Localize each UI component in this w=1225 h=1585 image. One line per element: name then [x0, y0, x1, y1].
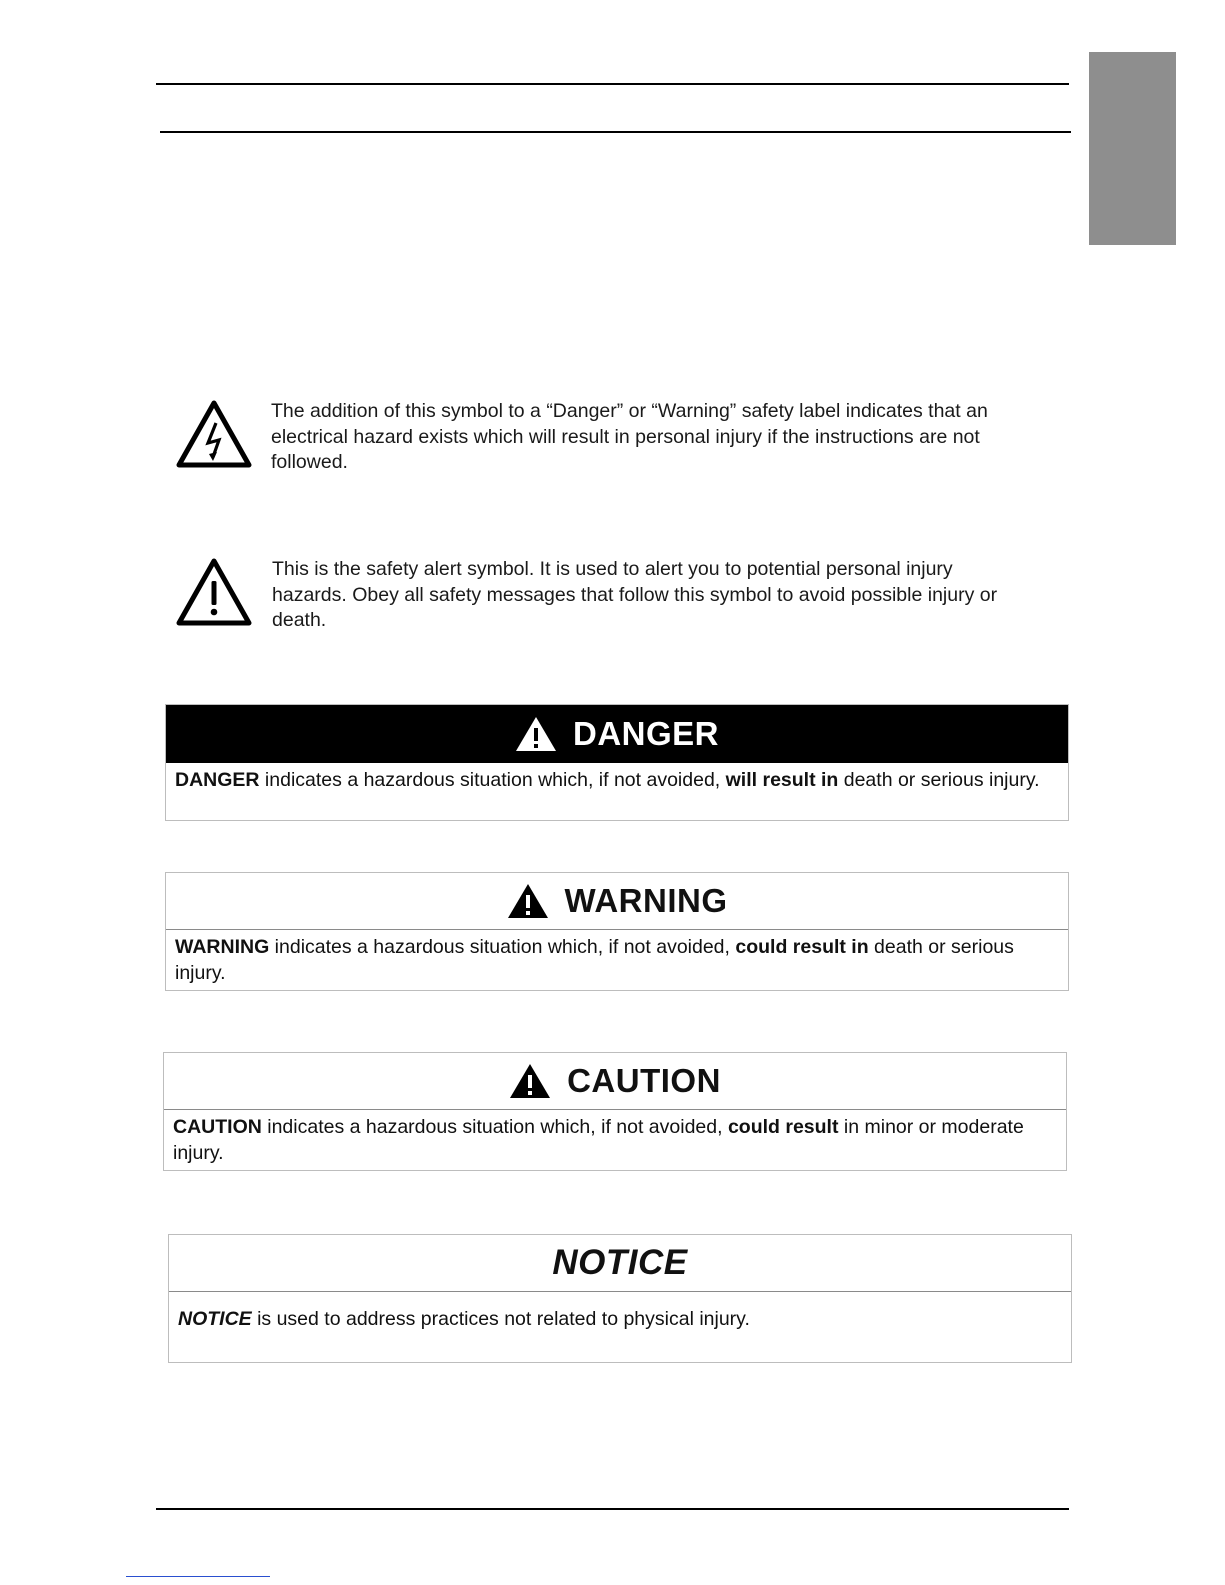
- danger-description: [166, 763, 1068, 801]
- warning-term: WARNING: [175, 936, 270, 958]
- warning-title: WARNING: [564, 882, 728, 919]
- electrical-hazard-icon: [176, 399, 254, 471]
- warning-emphasis: could result in: [735, 936, 869, 958]
- notice-header: [169, 1235, 1071, 1292]
- danger-text-before: indicates a hazardous situation which, if not avoided,: [259, 769, 726, 791]
- danger-panel: [165, 704, 1069, 821]
- safety-alert-row: [176, 557, 1072, 634]
- header-rule-bottom: [160, 131, 1071, 133]
- notice-description: [169, 1292, 1071, 1340]
- warning-header: [166, 873, 1068, 930]
- warning-panel: [165, 872, 1069, 991]
- notice-term: NOTICE: [178, 1308, 252, 1330]
- warning-text-after: death or serious injury.: [175, 936, 1014, 984]
- warning-triangle-icon: [515, 716, 557, 752]
- safety-alert-description: This is the safety alert symbol. It is used to alert you to potential personal injury hazards. Obey all safety messages that follow this symbol to avoid possible injury or death.: [272, 558, 998, 631]
- danger-header: [166, 705, 1068, 763]
- footer-link-underline: [126, 1576, 270, 1577]
- electrical-hazard-row: [176, 399, 1061, 476]
- warning-description: [166, 930, 1068, 994]
- header-rule-top: [156, 83, 1069, 85]
- safety-alert-icon: [176, 557, 254, 629]
- danger-title: DANGER: [572, 715, 719, 752]
- caution-title: CAUTION: [567, 1062, 721, 1099]
- caution-text-before: indicates a hazardous situation which, if not avoided,: [261, 1116, 728, 1138]
- warning-triangle-icon: [509, 1063, 551, 1099]
- warning-triangle-icon: [507, 883, 549, 919]
- caution-emphasis: could result: [727, 1116, 839, 1138]
- caution-description: [164, 1110, 1066, 1174]
- caution-text-after: in minor or moderate injury.: [173, 1116, 1024, 1164]
- danger-text-after: death or serious injury.: [838, 769, 1040, 791]
- caution-panel: [163, 1052, 1067, 1171]
- footer-rule: [156, 1508, 1069, 1510]
- section-tab: [1089, 52, 1176, 245]
- caution-term: CAUTION: [173, 1116, 262, 1138]
- notice-title: NOTICE: [552, 1243, 688, 1282]
- notice-text-after: is used to address practices not related to physical injury.: [251, 1308, 750, 1330]
- warning-text-before: indicates a hazardous situation which, if not avoided,: [269, 936, 736, 958]
- notice-panel: [168, 1234, 1072, 1363]
- danger-emphasis: will result in: [725, 769, 839, 791]
- electrical-hazard-description: The addition of this symbol to a “Danger” or “Warning” safety label indicates that an electrical hazard exists which will result in personal injury if the instructions are not followed.: [271, 400, 988, 473]
- caution-header: [164, 1053, 1066, 1110]
- danger-term: DANGER: [175, 769, 260, 791]
